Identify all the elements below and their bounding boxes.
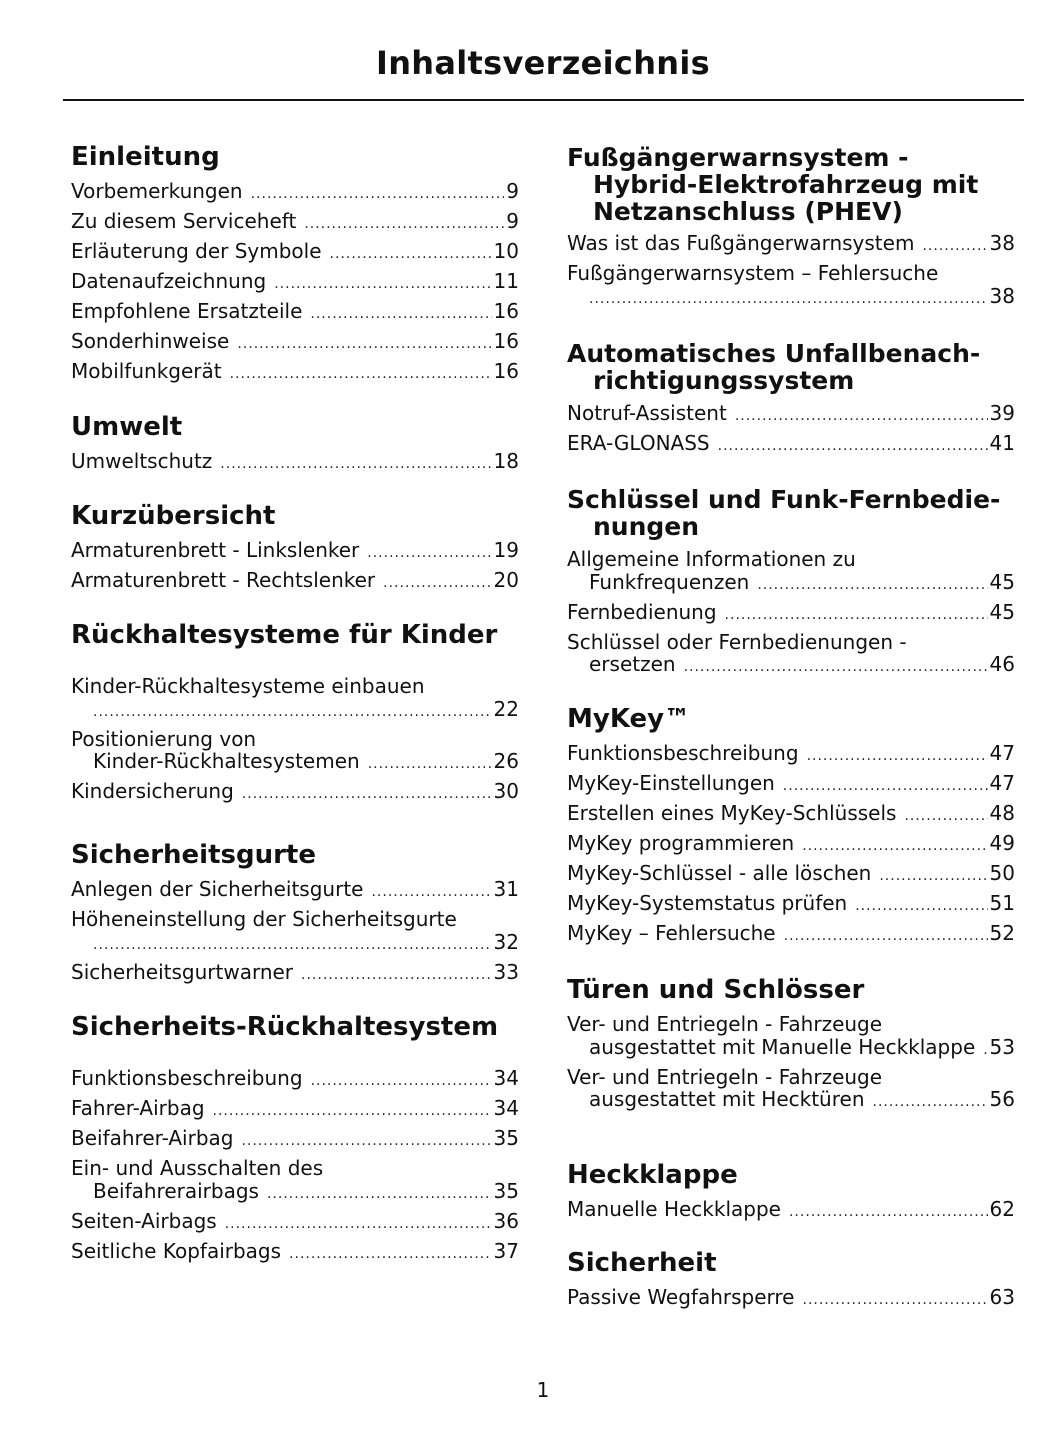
section-heading-line: Sicherheitsgurte (71, 840, 316, 870)
toc-page-number: 16 (493, 329, 519, 353)
toc-entry-text: Funktionsbeschreibung (71, 1066, 303, 1090)
toc-entry[interactable] (71, 450, 519, 480)
toc-page-number: 9 (506, 209, 519, 233)
toc-entry-line (567, 1088, 1015, 1118)
toc-page-number: 52 (989, 921, 1015, 945)
toc-page-number: 34 (493, 1066, 519, 1090)
toc-entry-line (71, 1157, 519, 1180)
toc-entry[interactable] (71, 1127, 519, 1157)
section-heading-line: Einleitung (71, 142, 220, 172)
toc-entry-line (567, 1286, 1015, 1316)
leader-dots (242, 783, 492, 806)
toc-entry-line (71, 330, 519, 360)
toc-entry-line (71, 210, 519, 240)
section-heading-line: nungen (593, 512, 700, 541)
toc-page-number: 9 (506, 179, 519, 203)
toc-entry[interactable] (71, 1240, 519, 1270)
leader-dots (725, 604, 988, 627)
leader-dots (904, 805, 987, 828)
toc-section (71, 501, 519, 592)
toc-page-number: 34 (493, 1096, 519, 1120)
leader-dots (757, 574, 987, 597)
toc-entry-line (567, 862, 1015, 892)
leader-dots (237, 333, 491, 356)
leader-dots (289, 1243, 492, 1266)
leader-dots (589, 288, 988, 311)
toc-entry-line (567, 571, 1015, 601)
leader-dots (220, 453, 491, 476)
toc-entry-text: Kinder-Rückhaltesysteme einbauen (71, 674, 425, 698)
toc-entry[interactable] (567, 402, 1015, 432)
toc-entry[interactable] (567, 742, 1015, 772)
toc-entry[interactable] (71, 780, 519, 810)
toc-entry-text: Seitliche Kopfairbags (71, 1238, 282, 1263)
toc-entries (567, 1198, 1015, 1228)
toc-section (567, 143, 1015, 308)
toc-entry-line (71, 1210, 519, 1240)
toc-entry-text: Datenaufzeichnung (71, 269, 267, 293)
toc-page-number: 30 (493, 779, 519, 803)
toc-page-number: 41 (989, 431, 1015, 455)
toc-page-number: 62 (989, 1197, 1015, 1221)
toc-entry-text: MyKey programmieren (567, 831, 795, 855)
toc-page-number: 10 (493, 239, 519, 263)
leader-dots (241, 1130, 491, 1153)
toc-section (71, 1012, 519, 1263)
section-heading-line: Schlüssel und Funk-Fernbedie- (567, 485, 1001, 514)
toc-entry-text: Vorbemerkungen (71, 179, 243, 203)
toc-entry[interactable] (567, 601, 1015, 631)
toc-entry-line (71, 240, 519, 270)
toc-entry[interactable] (71, 300, 519, 330)
toc-entry-text: Manuelle Heckklappe (567, 1197, 781, 1221)
toc-entry-line (567, 922, 1015, 952)
toc-entry-line (71, 270, 519, 300)
toc-entry[interactable] (567, 832, 1015, 862)
section-heading (71, 1014, 519, 1041)
toc-entry-line (71, 728, 519, 751)
toc-entry-text: Notruf-Assistent (567, 401, 727, 425)
toc-entry[interactable] (567, 432, 1015, 462)
toc-entry-text: Was ist das Fußgängerwarnsystem (567, 231, 915, 255)
toc-page-number: 56 (989, 1087, 1015, 1111)
toc-entries (71, 539, 519, 599)
toc-entry-text: Umweltschutz (71, 449, 213, 473)
toc-entry[interactable] (71, 1097, 519, 1127)
section-heading-line: Automatisches Unfallbenach- (567, 339, 981, 368)
leader-dots (367, 542, 491, 565)
toc-entry-line (567, 232, 1015, 262)
leader-dots (93, 934, 492, 957)
toc-entry-text: Ver- und Entriegeln - Fahrzeuge (567, 1064, 883, 1089)
toc-page-number: 47 (989, 741, 1015, 765)
toc-entry-line (567, 402, 1015, 432)
toc-entry[interactable] (567, 631, 1015, 684)
toc-entries (567, 1286, 1015, 1316)
leader-dots (274, 273, 491, 296)
toc-page-number: 48 (989, 801, 1015, 825)
leader-dots (855, 895, 987, 918)
toc-entry[interactable] (71, 1067, 519, 1097)
toc-page-number: 46 (989, 652, 1015, 676)
toc-entry[interactable] (567, 1066, 1015, 1119)
toc-entry-line (567, 802, 1015, 832)
toc-entry-text: Seiten-Airbags (71, 1208, 217, 1233)
toc-page-number: 11 (493, 269, 519, 293)
toc-entry-line (71, 908, 519, 931)
toc-entry[interactable] (71, 1210, 519, 1240)
toc-page-number: 35 (493, 1126, 519, 1150)
toc-entry-line (71, 1240, 519, 1270)
section-heading (71, 842, 519, 869)
toc-entries (71, 675, 519, 810)
toc-page-number: 22 (493, 696, 519, 721)
section-heading (567, 144, 1015, 225)
title-divider (63, 99, 1024, 101)
toc-page-number: 38 (989, 231, 1015, 255)
toc-entry-line (71, 1127, 519, 1157)
toc-entry-text: Mobilfunkgerät (71, 359, 222, 383)
leader-dots (230, 363, 492, 386)
toc-page-number: 47 (989, 771, 1015, 795)
toc-entry-text: Erläuterung der Symbole (71, 239, 322, 263)
toc-entry[interactable] (567, 1198, 1015, 1228)
leader-dots (310, 303, 491, 326)
toc-entry-line (71, 1097, 519, 1127)
toc-page-number: 51 (989, 891, 1015, 915)
leader-dots (789, 1201, 988, 1224)
toc-entry-line (71, 931, 519, 961)
toc-entry-text: Armaturenbrett - Rechtslenker (71, 568, 376, 592)
toc-page-number: 31 (493, 877, 519, 901)
toc-entry-text: ERA-GLONASS (567, 431, 710, 455)
toc-entry-text: Kindersicherung (71, 779, 234, 803)
toc-page-number: 37 (493, 1238, 519, 1263)
toc-page-number: 38 (989, 283, 1015, 308)
toc-page-number: 16 (493, 359, 519, 383)
toc-entry-line (71, 450, 519, 480)
leader-dots (368, 753, 492, 776)
toc-section (567, 1248, 1015, 1309)
section-heading (71, 503, 519, 530)
toc-entry-text: Sicherheitsgurtwarner (71, 959, 294, 984)
toc-page-number: 26 (493, 749, 519, 773)
toc-entry-text: ausgestattet mit Manuelle Heckklappe (589, 1034, 976, 1059)
toc-section (71, 412, 519, 473)
leader-dots (718, 435, 988, 458)
toc-entry-line (567, 548, 1015, 571)
leader-dots (267, 1183, 492, 1206)
toc-entry-text: Höheneinstellung der Sicherheitsgurte (71, 907, 457, 931)
toc-entry[interactable] (71, 728, 519, 781)
toc-entry[interactable] (567, 802, 1015, 832)
section-heading-line: Hybrid-Elektrofahrzeug mit (593, 170, 979, 199)
toc-entry-text: ausgestattet mit Hecktüren (589, 1087, 865, 1111)
leader-dots (225, 1213, 492, 1236)
section-heading-line: MyKey™ (567, 704, 691, 734)
toc-page-number: 39 (989, 401, 1015, 425)
toc-page-number: 50 (989, 861, 1015, 885)
leader-dots (311, 1070, 492, 1093)
section-heading (71, 622, 519, 649)
toc-entry-line (71, 961, 519, 991)
toc-entry-text: ersetzen (589, 652, 676, 676)
toc-entry-line (567, 892, 1015, 922)
section-heading-line: Netzanschluss (PHEV) (593, 197, 903, 226)
toc-entry-line (567, 432, 1015, 462)
toc-entry-line (71, 698, 519, 728)
toc-entry-text: MyKey-Systemstatus prüfen (567, 891, 848, 915)
toc-entry[interactable] (71, 908, 519, 961)
toc-entry-text: Armaturenbrett - Linkslenker (71, 538, 360, 562)
toc-entry[interactable] (567, 892, 1015, 922)
toc-entry-line (567, 1036, 1015, 1066)
toc-section (567, 1160, 1015, 1221)
toc-entry-text: Erstellen eines MyKey-Schlüssels (567, 801, 897, 825)
toc-page-number: 45 (989, 569, 1015, 594)
toc-entry[interactable] (567, 862, 1015, 892)
toc-entry[interactable] (567, 1013, 1015, 1066)
toc-page-number: 35 (493, 1178, 519, 1203)
leader-dots (383, 572, 491, 595)
toc-entries (71, 1067, 519, 1270)
toc-entry[interactable] (71, 539, 519, 569)
section-heading (567, 1162, 1015, 1189)
leader-dots (93, 701, 492, 724)
leader-dots (735, 405, 988, 428)
section-heading (71, 414, 519, 441)
toc-entry-text: MyKey-Einstellungen (567, 771, 775, 795)
section-heading (71, 144, 519, 171)
section-heading (567, 340, 1015, 394)
leader-dots (783, 775, 988, 798)
leader-dots (879, 865, 987, 888)
toc-entry-text: Passive Wegfahrsperre (567, 1285, 795, 1309)
toc-entry-text: Anlegen der Sicherheitsgurte (71, 877, 364, 901)
leader-dots (371, 881, 491, 904)
toc-entry-text: Fußgängerwarnsystem – Fehlersuche (567, 261, 939, 285)
leader-dots (873, 1091, 988, 1114)
toc-entry[interactable] (71, 270, 519, 300)
leader-dots (330, 243, 492, 266)
toc-entry-text: Positionierung von (71, 726, 257, 751)
toc-entries (71, 878, 519, 991)
toc-section (71, 620, 519, 803)
toc-entry-line (567, 1013, 1015, 1036)
toc-section (567, 339, 1015, 455)
toc-entries (71, 450, 519, 480)
toc-entry-text: Kinder-Rückhaltesystemen (93, 749, 360, 773)
toc-page-number: 33 (493, 959, 519, 984)
leader-dots (301, 964, 492, 987)
toc-entry-line (567, 262, 1015, 285)
section-heading-line: Heckklappe (567, 1160, 738, 1190)
leader-dots (784, 925, 988, 948)
toc-entry[interactable] (567, 232, 1015, 262)
toc-page-number: 32 (493, 929, 519, 954)
toc-page-number: 20 (493, 568, 519, 592)
leader-dots (922, 235, 987, 258)
toc-section (71, 142, 519, 383)
section-heading (567, 1250, 1015, 1277)
section-heading (567, 706, 1015, 733)
toc-entry-line (71, 675, 519, 698)
toc-entry[interactable] (567, 262, 1015, 315)
toc-entries (567, 1013, 1015, 1118)
toc-entries (567, 742, 1015, 952)
toc-entry-line (567, 832, 1015, 862)
toc-entry-text: Allgemeine Informationen zu (567, 547, 856, 571)
toc-entry-text: Sonderhinweise (71, 329, 230, 353)
toc-entry-text: MyKey – Fehlersuche (567, 921, 776, 945)
toc-entry-text: Zu diesem Serviceheft (71, 209, 297, 233)
toc-entry-line (567, 742, 1015, 772)
section-heading (567, 977, 1015, 1004)
toc-entry-line (567, 631, 1015, 654)
toc-page-number: 16 (493, 299, 519, 323)
section-heading-line: Sicherheits-Rückhaltesystem (71, 1012, 499, 1042)
toc-entry-line (71, 569, 519, 599)
toc-entry[interactable] (71, 961, 519, 991)
section-heading-line: Sicherheit (567, 1248, 717, 1278)
toc-entry-line (71, 1067, 519, 1097)
toc-entry[interactable] (71, 240, 519, 270)
toc-entry[interactable] (71, 180, 519, 210)
toc-page-number: 63 (989, 1285, 1015, 1309)
toc-entry-line (71, 180, 519, 210)
toc-entry-line (567, 653, 1015, 683)
section-heading-line: richtigungssystem (593, 366, 855, 395)
toc-entry-text: Empfohlene Ersatzteile (71, 299, 303, 323)
toc-entry-line (71, 878, 519, 908)
toc-entry[interactable] (71, 210, 519, 240)
section-heading-line: Kurzübersicht (71, 501, 276, 531)
toc-entry-text: Funktionsbeschreibung (567, 741, 799, 765)
toc-entries (71, 180, 519, 390)
toc-entry-line (567, 285, 1015, 315)
toc-entry-text: Fernbedienung (567, 599, 717, 624)
toc-section (567, 975, 1015, 1111)
toc-page-number: 18 (493, 449, 519, 473)
toc-entry-text: Ver- und Entriegeln - Fahrzeuge (567, 1012, 883, 1036)
leader-dots (803, 1289, 988, 1312)
toc-entry[interactable] (71, 878, 519, 908)
toc-page-number: 36 (493, 1208, 519, 1233)
toc-entry[interactable] (71, 675, 519, 728)
section-heading-line: Umwelt (71, 412, 183, 442)
toc-entry[interactable] (567, 1286, 1015, 1316)
leader-dots (983, 1039, 987, 1062)
toc-entry-text: MyKey-Schlüssel - alle löschen (567, 861, 872, 885)
toc-entry-text: Schlüssel oder Fernbedienungen - (567, 629, 907, 654)
leader-dots (213, 1100, 492, 1123)
toc-entry-line (567, 1198, 1015, 1228)
toc-section (567, 485, 1015, 676)
toc-entry-line (71, 300, 519, 330)
toc-entry-text: Beifahrerairbags (93, 1178, 259, 1203)
toc-section (567, 704, 1015, 945)
toc-page-number: 53 (989, 1034, 1015, 1059)
toc-page-number: 49 (989, 831, 1015, 855)
leader-dots (807, 745, 988, 768)
toc-entry[interactable] (71, 569, 519, 599)
section-heading-line: Rückhaltesysteme für Kinder (71, 620, 498, 650)
toc-entry-text: Funkfrequenzen (589, 569, 750, 594)
section-heading (567, 486, 1015, 540)
toc-entry[interactable] (71, 1157, 519, 1210)
page-number: 1 (536, 1378, 550, 1402)
toc-entry-line (567, 1066, 1015, 1089)
toc-entries (567, 548, 1015, 683)
toc-entries (567, 232, 1015, 315)
toc-section (71, 840, 519, 984)
toc-entry-line (71, 750, 519, 780)
section-heading-line: Fußgängerwarnsystem - (567, 143, 909, 172)
toc-entry[interactable] (567, 772, 1015, 802)
page-title: Inhaltsverzeichnis (376, 44, 710, 82)
leader-dots (251, 183, 505, 206)
toc-entry[interactable] (71, 330, 519, 360)
toc-entry[interactable] (71, 360, 519, 390)
leader-dots (802, 835, 987, 858)
toc-page-number: 19 (493, 538, 519, 562)
toc-entry-line (567, 772, 1015, 802)
toc-entry-text: Fahrer-Airbag (71, 1096, 205, 1120)
section-heading-line: Türen und Schlösser (567, 975, 865, 1005)
toc-entry-line (71, 360, 519, 390)
toc-entry-text: Beifahrer-Airbag (71, 1126, 234, 1150)
toc-entry-text: Ein- und Ausschalten des (71, 1156, 324, 1180)
toc-entries (567, 402, 1015, 462)
toc-entry-line (71, 780, 519, 810)
toc-entry[interactable] (567, 922, 1015, 952)
toc-page-number: 45 (989, 599, 1015, 624)
toc-entry[interactable] (567, 548, 1015, 601)
toc-entry-line (567, 601, 1015, 631)
leader-dots (684, 656, 988, 679)
toc-entry-line (71, 1180, 519, 1210)
leader-dots (304, 213, 504, 236)
toc-entry-line (71, 539, 519, 569)
